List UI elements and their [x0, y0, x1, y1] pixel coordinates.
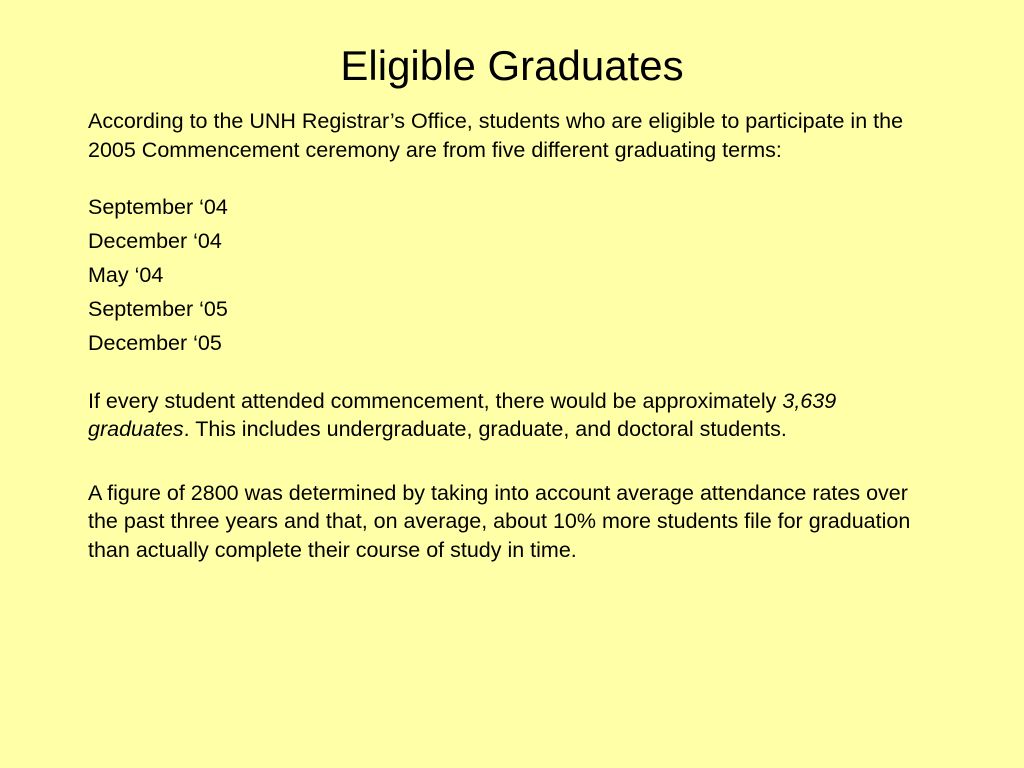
- graduates-text-before: If every student attended commencement, there would be approximately: [88, 388, 783, 413]
- graduates-paragraph: [88, 387, 938, 444]
- term-item: December ‘05: [88, 331, 222, 355]
- term-item: September ‘04: [88, 195, 228, 219]
- term-item: May ‘04: [88, 263, 164, 287]
- term-item: December ‘04: [88, 229, 222, 253]
- graduating-terms-list: [88, 193, 938, 358]
- graduates-count: 3,639 graduates: [88, 388, 837, 441]
- intro-paragraph: According to the UNH Registrar’s Office, students who are eligible to participate in the 2005 Commencement ceremony are from five different graduating terms:: [88, 109, 904, 162]
- term-item: September ‘05: [88, 297, 228, 321]
- slide-title: Eligible Graduates: [340, 42, 684, 89]
- slide-body: [88, 107, 938, 564]
- graduates-text-after: . This includes undergraduate, graduate, and doctoral students.: [183, 417, 787, 441]
- figure-paragraph: A figure of 2800 was determined by taking into account average attendance rates over the past three years and that, on average, about 10% more students file for graduation than actually complete their course of study in time.: [88, 480, 911, 562]
